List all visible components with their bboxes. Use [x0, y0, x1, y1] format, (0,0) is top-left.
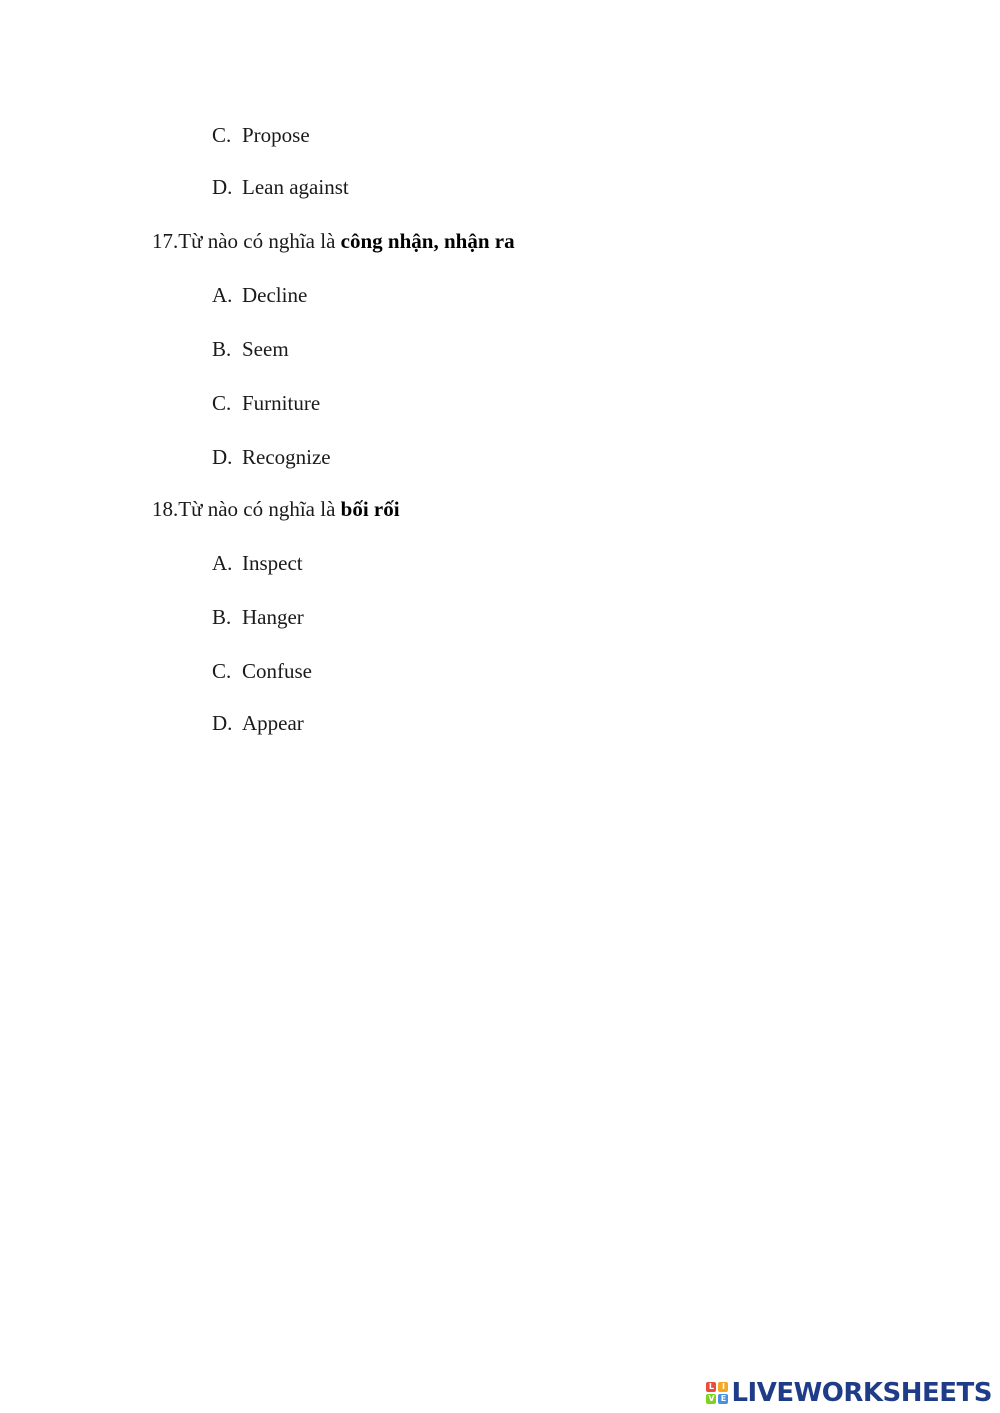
q17-option-b[interactable] — [212, 337, 289, 361]
q17-option-a[interactable] — [212, 283, 307, 307]
option-letter: D. — [212, 175, 233, 199]
q16-option-d[interactable] — [212, 175, 349, 199]
q17-option-d[interactable] — [212, 445, 331, 469]
option-letter: A. — [212, 551, 233, 575]
liveworksheets-logo — [706, 1378, 992, 1408]
question-17 — [152, 229, 515, 253]
option-text: Appear — [242, 711, 304, 735]
option-letter: C. — [212, 391, 232, 415]
option-letter: C. — [212, 123, 232, 147]
option-letter: B. — [212, 337, 232, 361]
q16-option-c[interactable] — [212, 123, 310, 147]
logo-mark-cell: V — [708, 1394, 715, 1403]
option-letter: D. — [212, 445, 233, 469]
question-number: 18. — [152, 497, 179, 521]
option-letter: A. — [212, 283, 233, 307]
logo-mark-cell: I — [718, 1382, 728, 1392]
q17-option-c[interactable] — [212, 391, 320, 415]
option-text: Confuse — [242, 659, 312, 683]
option-text: Decline — [242, 283, 308, 307]
logo-mark-icon — [706, 1382, 728, 1404]
logo-text: LIVEWORKSHEETS — [731, 1378, 992, 1408]
option-text: Propose — [242, 123, 310, 147]
option-text: Recognize — [242, 445, 331, 469]
logo-mark-cell: L — [706, 1382, 716, 1392]
question-prompt: Từ nào có nghĩa là — [178, 497, 341, 521]
q18-option-d[interactable] — [212, 711, 304, 735]
q18-option-a[interactable] — [212, 551, 303, 575]
logo-mark-cell: E — [718, 1394, 728, 1404]
option-letter: B. — [212, 605, 232, 629]
option-text: Seem — [242, 337, 289, 361]
question-prompt: Từ nào có nghĩa là — [178, 229, 341, 253]
option-letter: D. — [212, 711, 233, 735]
question-keyword: công nhận, nhận ra — [340, 229, 515, 253]
question-18 — [152, 497, 400, 521]
option-letter: C. — [212, 659, 232, 683]
option-text: Furniture — [242, 391, 321, 415]
q18-option-b[interactable] — [212, 605, 304, 629]
option-text: Lean against — [242, 175, 349, 199]
question-number: 17. — [152, 229, 179, 253]
option-text: Inspect — [242, 551, 303, 575]
option-text: Hanger — [242, 605, 304, 629]
question-keyword: bối rối — [340, 497, 400, 521]
q18-option-c[interactable] — [212, 659, 312, 683]
